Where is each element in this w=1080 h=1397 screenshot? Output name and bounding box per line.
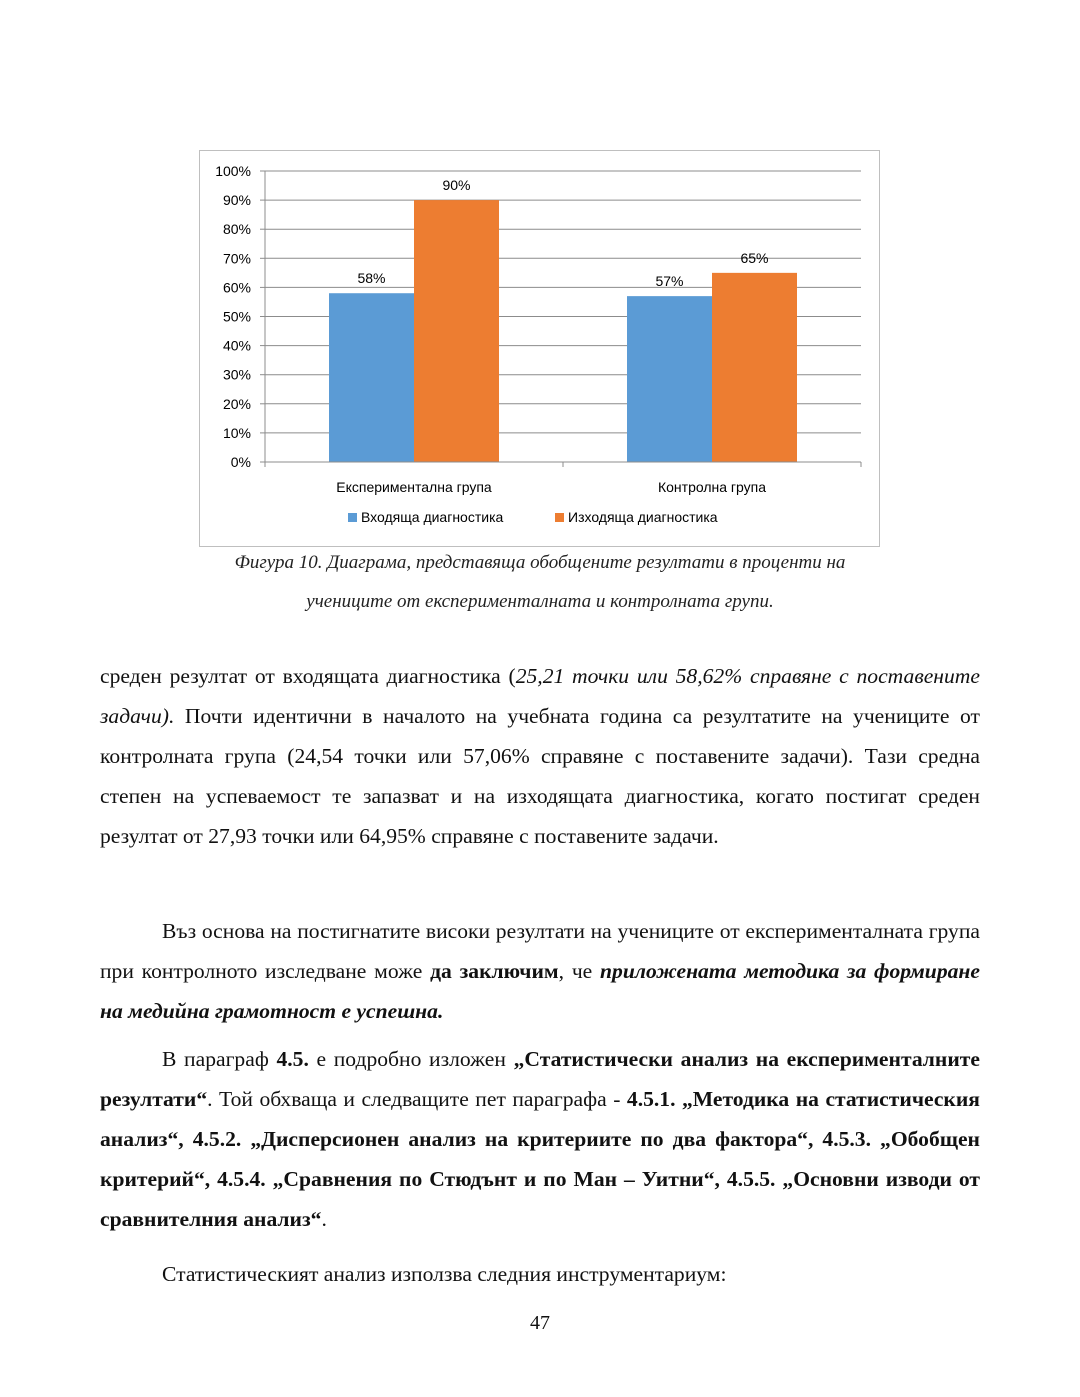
italic-text-run: 25,21 точки или 58,62% справяне с поставените задачи). [100,664,980,728]
paragraph-toolkit: Статистическият анализ използва следния инструментариум: [162,1262,727,1286]
x-category-label: Експериментална група [336,479,492,495]
chart-frame [199,150,880,547]
figure-caption-line-2: учениците от експерименталната и контролната групи. [306,591,774,612]
text-run: Почти идентични в началото на учебната година са резултатите на учениците от контролната група (24,54 точки или 57,06% справяне с поставените задачи). Тази средна степен на успеваемост те запазват и на изходящата диагностика, когато постигат среден резултат от 27,93 точки или 64,95% справяне с поставените задачи. [100,704,980,848]
y-tick-label: 0% [230,454,251,470]
bold-text-run: 4.5. [276,1047,309,1071]
bold-italic-text-run: приложената методика за формиране на медийна грамотност е успешна. [100,959,980,1023]
legend-swatch [555,513,564,522]
y-tick-label: 20% [222,395,251,412]
y-tick-label: 100% [215,163,251,179]
y-tick-label: 50% [222,308,251,325]
text-run: Въз основа на постигнатите високи резултати на учениците от експерименталната група при контролното изследване може [100,919,980,983]
page-number: 47 [530,1312,550,1334]
y-tick-label: 60% [222,279,251,296]
text-run: . Той обхваща и следващите пет параграфа - [207,1087,627,1111]
y-tick-label: 90% [222,192,251,209]
y-tick-label: 70% [222,250,251,267]
text-run: среден резултат от входящата диагностика ( [100,664,516,688]
y-tick-label: 40% [222,337,251,354]
bar [712,273,797,462]
data-label: 58% [357,270,386,287]
legend-swatch [348,513,357,522]
y-tick-label: 80% [222,221,251,238]
text-run: е подробно изложен [308,1047,514,1071]
text-run: , че [558,959,601,983]
data-label: 57% [655,273,684,290]
bold-text-run: „Статистически анализ на експерименталните резултати“ [100,1047,980,1111]
x-category-label: Контролна група [657,479,767,495]
text-run: В параграф [162,1047,277,1071]
data-label: 90% [442,177,471,194]
legend-label: Изходяща диагностика [568,509,718,525]
bar [414,200,499,462]
y-tick-label: 10% [222,424,251,441]
bar [627,296,712,462]
data-label: 65% [740,249,769,266]
paragraph-statistical-analysis [100,1039,980,1239]
paragraph-conclusion [100,911,980,1031]
bold-text-run: 4.5.1. „Методика на статистическия анализ“, 4.5.2. „Дисперсионен анализ на критериите по два фактора“, 4.5.3. „Обобщен критерий“, 4.5.4. „Сравнения по Стюдънт и по Ман – Уитни“, 4.5.5. „Основни изводи от сравнителния анализ“ [100,1087,980,1231]
y-tick-label: 30% [222,366,251,383]
bar-chart [200,151,881,548]
legend-label: Входяща диагностика [361,509,504,525]
bold-text-run: да заключим [430,959,559,983]
figure-caption-line-1: Фигура 10. Диаграма, представяща обобщените резултати в проценти на [234,552,846,573]
text-run: . [321,1207,327,1231]
bar [329,293,414,462]
paragraph-results [100,656,980,856]
